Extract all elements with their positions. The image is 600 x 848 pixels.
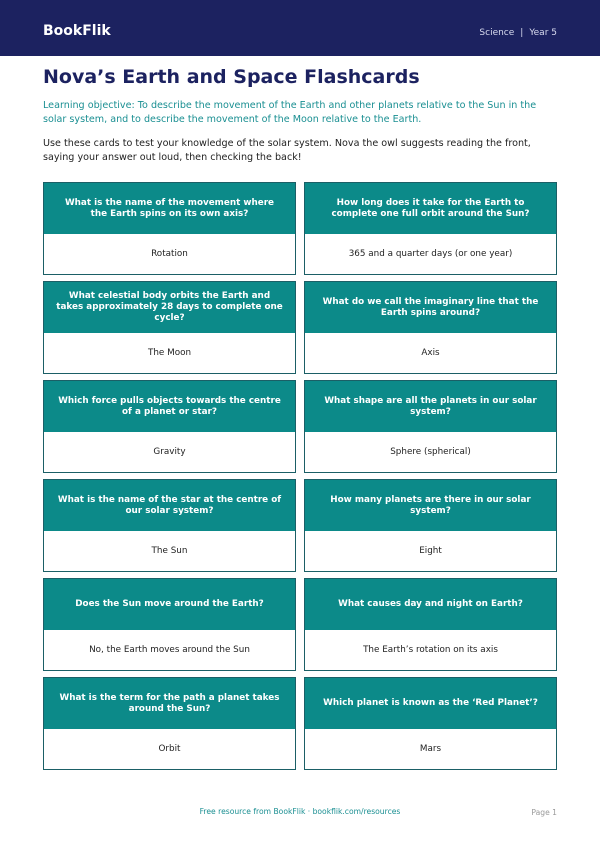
flashcard-row (43, 182, 557, 275)
flashcard-grid (43, 182, 557, 776)
page-number: Page 1 (531, 808, 557, 817)
flashcard-answer: Gravity (153, 447, 186, 457)
flashcard (304, 380, 557, 473)
flashcard-question: What is the name of the movement where the Earth spins on its own axis? (44, 183, 295, 234)
flashcard (304, 281, 557, 374)
flashcard-question: What is the term for the path a planet takes around the Sun? (44, 678, 295, 729)
learning-objective: Learning objective: To describe the movement of the Earth and other planets relative to the Sun in the solar system, and to describe the movement of the Moon relative to the Earth. (43, 100, 537, 125)
flashcard-question: How many planets are there in our solar system? (305, 480, 556, 531)
flashcard (43, 281, 296, 374)
flashcard-question: What celestial body orbits the Earth and takes approximately 28 days to complete one cycle? (44, 282, 295, 333)
brand-logo-text[interactable]: BookFlik (43, 23, 111, 39)
flashcard (43, 677, 296, 770)
flashcard-question: How long does it take for the Earth to complete one full orbit around the Sun? (305, 183, 556, 234)
flashcard-answer: Orbit (158, 744, 181, 754)
flashcard-question: Which force pulls objects towards the centre of a planet or star? (44, 381, 295, 432)
flashcard-question: What shape are all the planets in our solar system? (305, 381, 556, 432)
flashcard-answer: Eight (419, 546, 442, 556)
flashcard-answer: Sphere (spherical) (390, 447, 471, 457)
flashcard-row (43, 578, 557, 671)
year-label: Year 5 (529, 28, 557, 38)
flashcard-answer: Axis (421, 348, 440, 358)
page-title: Nova’s Earth and Space Flashcards (43, 66, 420, 88)
flashcard-question: What do we call the imaginary line that the Earth spins around? (305, 282, 556, 333)
footer-credit-link[interactable]: Free resource from BookFlik · bookflik.com/resources (199, 807, 401, 816)
flashcard-answer: Rotation (151, 249, 188, 259)
flashcard-question: What is the name of the star at the centre of our solar system? (44, 480, 295, 531)
intro-text: Use these cards to test your knowledge of the solar system. Nova the owl suggests reading the front, saying your answer out loud, then checking the back! (43, 138, 531, 163)
flashcard-row (43, 677, 557, 770)
subject-year-breadcrumb (479, 28, 557, 38)
flashcard-answer: The Moon (147, 348, 192, 358)
flashcard (304, 677, 557, 770)
flashcard-row (43, 479, 557, 572)
flashcard (43, 578, 296, 671)
flashcard-question: Which planet is known as the ‘Red Planet’? (305, 678, 556, 729)
flashcard-row (43, 281, 557, 374)
top-header-bar (0, 0, 600, 56)
flashcard-answer: 365 and a quarter days (or one year) (348, 249, 513, 259)
flashcard (43, 380, 296, 473)
flashcard-answer: The Earth’s rotation on its axis (363, 645, 498, 655)
breadcrumb-separator: | (520, 28, 524, 38)
flashcard-answer: No, the Earth moves around the Sun (89, 645, 250, 655)
subject-label: Science (479, 28, 515, 38)
flashcard (304, 182, 557, 275)
flashcard-question: What causes day and night on Earth? (305, 579, 556, 630)
flashcard-question: Does the Sun move around the Earth? (44, 579, 295, 630)
flashcard-answer: The Sun (151, 546, 188, 556)
flashcard-row (43, 380, 557, 473)
flashcard (43, 182, 296, 275)
flashcard-answer: Mars (419, 744, 442, 754)
flashcard (304, 479, 557, 572)
flashcard (304, 578, 557, 671)
flashcard (43, 479, 296, 572)
